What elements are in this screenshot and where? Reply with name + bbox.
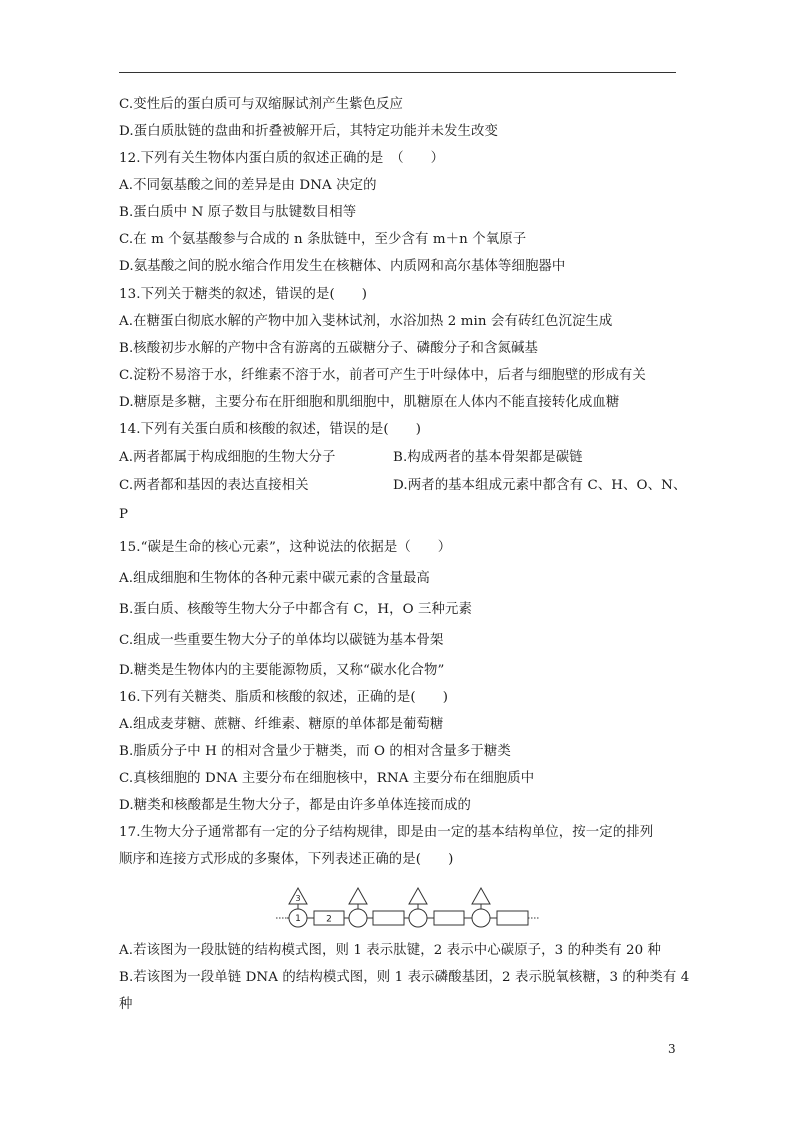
q14-row-1 [119, 449, 336, 467]
q17-stem-1: 17.生物大分子通常都有一定的分子结构规律，即是由一定的基本结构单位，按一定的排列 [119, 825, 654, 840]
q14-option-d: D.两者的基本组成元素中都含有 C、H、O、N、 [393, 478, 687, 493]
q13-option-b: B.核酸初步水解的产物中含有游离的五碳糖分子、磷酸分子和含氮碱基 [119, 341, 539, 356]
side-group-triangle [472, 888, 490, 904]
q14-option-d-cont: P [119, 507, 129, 522]
q14-option-c: C.两者都和基因的表达直接相关 [119, 478, 309, 493]
q12-stem: 12.下列有关生物体内蛋白质的叙述正确的是 （ ） [119, 151, 445, 166]
q15-stem: 15.“碳是生命的核心元素”，这种说法的依据是（ ） [119, 540, 452, 555]
page-number: 3 [668, 1042, 676, 1056]
backbone-rect [373, 911, 404, 925]
q11-option-c: C.变性后的蛋白质可与双缩脲试剂产生紫色反应 [119, 97, 404, 112]
header-rule [119, 72, 676, 73]
q11-option-d: D.蛋白质肽链的盘曲和折叠被解开后，其特定功能并未发生改变 [119, 124, 498, 139]
backbone-circle [472, 909, 490, 927]
q17-option-b: B.若该图为一段单链 DNA 的结构模式图，则 1 表示磷酸基团，2 表示脱氧核糖，3 的种类有 4 [119, 970, 690, 985]
q13-option-d: D.糖原是多糖，主要分布在肝细胞和肌细胞中，肌糖原在人体内不能直接转化成血糖 [119, 395, 620, 410]
q14-option-b: B.构成两者的基本骨架都是碳链 [393, 450, 583, 465]
q14-stem: 14.下列有关蛋白质和核酸的叙述，错误的是( ) [119, 422, 422, 437]
q12-option-d: D.氨基酸之间的脱水缩合作用发生在核糖体、内质网和高尔基体等细胞器中 [119, 259, 566, 274]
q16-option-a: A.组成麦芽糖、蔗糖、纤维素、糖原的单体都是葡萄糖 [119, 717, 444, 732]
q15-option-a: A.组成细胞和生物体的各种元素中碳元素的含量最高 [119, 571, 430, 586]
q15-option-c: C.组成一些重要生物大分子的单体均以碳链为基本骨架 [119, 633, 444, 648]
q17-stem-2: 顺序和连接方式形成的多聚体，下列表述正确的是( ) [119, 852, 454, 867]
q12-option-c: C.在 m 个氨基酸参与合成的 n 条肽链中，至少含有 m＋n 个氧原子 [119, 232, 527, 247]
q13-stem: 13.下列关于糖类的叙述，错误的是( ) [119, 287, 368, 302]
q14-option-a: A.两者都属于构成细胞的生物大分子 [119, 450, 336, 465]
q13-option-a: A.在糖蛋白彻底水解的产物中加入斐林试剂，水浴加热 2 min 会有砖红色沉淀生成 [119, 314, 613, 329]
backbone-circle [409, 909, 427, 927]
q12-option-a: A.不同氨基酸之间的差异是由 DNA 决定的 [119, 178, 377, 193]
q17-option-b-cont: 种 [119, 997, 133, 1012]
q15-option-b: B.蛋白质、核酸等生物大分子中都含有 C，H，O 三种元素 [119, 602, 473, 617]
side-group-triangle [409, 888, 427, 904]
label-1: 1 [295, 914, 301, 924]
q16-stem: 16.下列有关糖类、脂质和核酸的叙述，正确的是( ) [119, 690, 449, 705]
side-group-triangle [349, 888, 367, 904]
q15-option-d: D.糖类是生物体内的主要能源物质，又称“碳水化合物” [119, 663, 445, 678]
label-2: 2 [326, 914, 332, 925]
label-3: 3 [295, 894, 301, 903]
q17-option-a: A.若该图为一段肽链的结构模式图，则 1 表示肽键，2 表示中心碳原子，3 的种类有 20 种 [119, 943, 662, 958]
q16-option-d: D.糖类和核酸都是生物大分子，都是由许多单体连接而成的 [119, 798, 471, 813]
q16-option-b: B.脂质分子中 H 的相对含量少于糖类，而 O 的相对含量多于糖类 [119, 744, 511, 759]
backbone-rect [497, 911, 528, 925]
q16-option-c: C.真核细胞的 DNA 主要分布在细胞核中，RNA 主要分布在细胞质中 [119, 771, 535, 786]
backbone-circle [349, 909, 367, 927]
backbone-rect [434, 911, 464, 925]
polymer-structure-diagram [270, 880, 545, 930]
q12-option-b: B.蛋白质中 N 原子数目与肽键数目相等 [119, 205, 357, 220]
q13-option-c: C.淀粉不易溶于水，纤维素不溶于水，前者可产生于叶绿体中，后者与细胞壁的形成有关 [119, 368, 646, 383]
